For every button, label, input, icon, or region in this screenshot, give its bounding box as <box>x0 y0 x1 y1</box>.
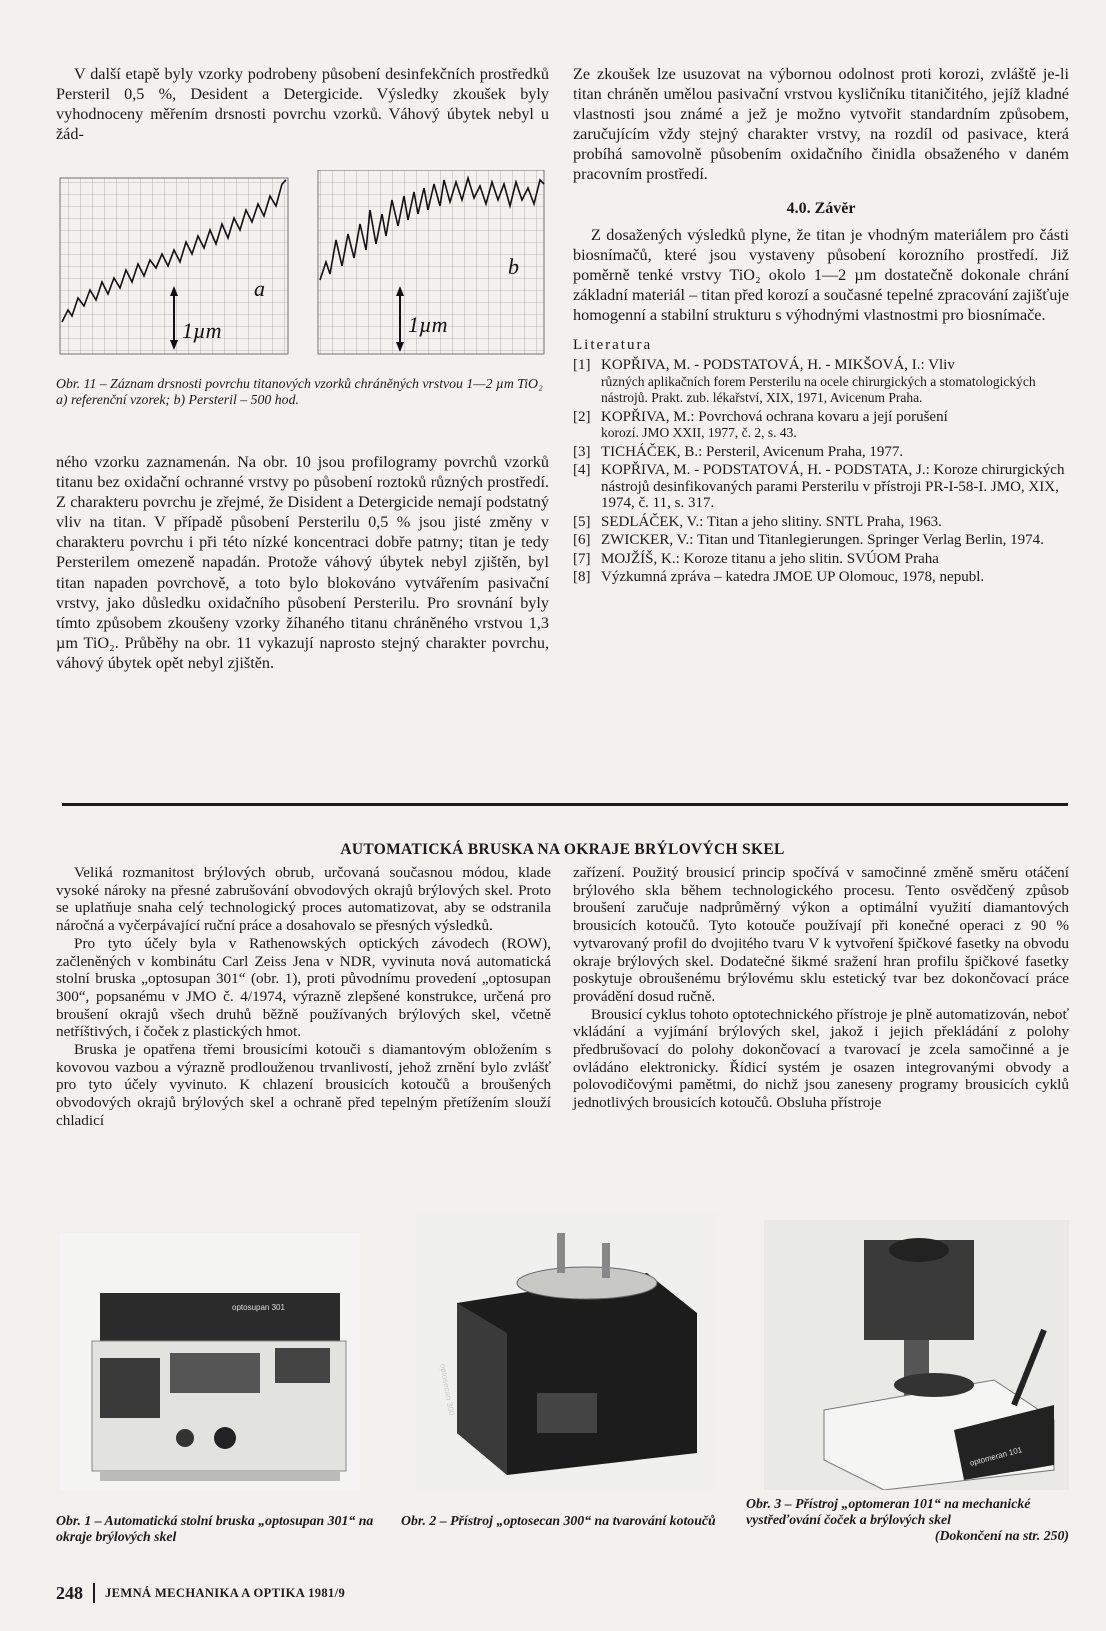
caption-line: a) referenční vzorek; b) Persteril – 500 hod. <box>56 392 299 407</box>
photo-2-caption: Obr. 2 – Přístroj „optosecan 300“ na tvarování kotoučů <box>401 1513 716 1528</box>
profilogram-b-label: b <box>508 254 519 279</box>
page-number: 248 <box>56 1582 83 1603</box>
reference-item: [6] ZWICKER, V.: Titan und Titanlegierungen. Springer Verlag Berlin, 1974. <box>573 532 1044 549</box>
photo-optosecan-300 <box>417 1213 717 1490</box>
reference-list <box>573 357 1069 586</box>
profilogram-a-scale: 1µm <box>182 318 222 343</box>
page-footer <box>56 1582 345 1604</box>
top-left-column-continued <box>56 452 549 673</box>
paragraph: Veliká rozmanitost brýlových obrub, určovaná současnou módou, klade vysoké nároky na přesné zabrušování obvodových okrajů brýlových skel. Proto se uplatňuje snaha celý technologický proces automatizovat, aby se odstranila náročná a vyčerpávající ruční práce a dosahovalo se přesných výsledků. <box>56 864 551 935</box>
paragraph: zařízení. Použitý brousicí princip spočívá v samočinné změně směru otáčení brýlového skla během technologického procesu. Tento osvědčený způsob broušení zaručuje nadprůměrný výkon a optimální využití diamantových brousicích kotoučů. Tyto kotouče používají při konečné operaci z 90 % vytvarovaný profil do dvojitého tvaru V k vytvoření špičkové fasetky na obvodu okraje brýlových skel. Dodatečné šikmé sražení hran profilu špičkové fasetky poskytuje obroušenému brýlovému sklu estetický tvar bez dokončovací práce provádění dosud ručně. <box>573 864 1069 1005</box>
paragraph: Z dosažených výsledků plyne, že titan je vhodným materiálem pro části biosnímačů, které jsou vystaveny působení korozního prostředí. Již poměrně tenké vrstvy TiO₂ okolo 1—2 µm dostatečně dokonale chrání základní materiál – titan před korozí a současné tepelné zpracování zajišťuje homogenní a stabilní strukturu s výhodnými vlastnostmi pro biosnímače. <box>573 225 1069 325</box>
device-label: optomeran 101 <box>968 1445 1024 1468</box>
footer-divider <box>93 1583 95 1603</box>
journal-name: JEMNÁ MECHANIKA A OPTIKA 1981/9 <box>105 1585 346 1600</box>
photo-optosupan-301 <box>60 1233 360 1490</box>
caption-text: Obr. 3 – Přístroj „optomeran 101“ na mechanické vystřeďování čoček a brýlových skel <box>746 1496 1031 1527</box>
figure-11 <box>56 170 549 370</box>
photo-optomeran-101 <box>764 1220 1069 1490</box>
continuation-note: (Dokončení na str. 250) <box>934 1528 1069 1543</box>
reference-item: [8] Výzkumná zpráva – katedra JMOE UP Olomouc, 1978, nepubl. <box>573 569 985 586</box>
paragraph: Bruska je opatřena třemi brousicími kotouči s diamantovým obložením s kovovou vazbou a výrazně prodlouženou trvanlivostí, jehož zrnění bylo zvlášť pro tyto účely vyvinuto. K chlazení brousicích kotoučů a broušených obvodových okrajů brýlových skel a ochraně před tepelným přetížením slouží chladicí <box>56 1041 551 1129</box>
references-heading: Literatura <box>573 337 653 354</box>
profilogram-b-scale: 1µm <box>408 312 448 337</box>
photo-1-caption: Obr. 1 – Automatická stolní bruska „optosupan 301“ na okraje brýlových skel <box>56 1513 374 1544</box>
top-left-column <box>56 64 549 144</box>
paragraph: Brousicí cyklus tohoto optotechnického přístroje je plně automatizován, neboť vkládání a vyjímání brýlových skel, jakož i jejich překládání z polohy předbrušovací do polohy dokončovací a tvarovací je zcela samočinné a je ovládáno elektronicky. Řídicí systém je osazen integrovanými obvody a polovodičovými pamětmi, do nichž jsou zaneseny programy brousicích cyklů jednotlivých brousicích kotoučů. Obsluha přístroje <box>573 1005 1069 1112</box>
article-right-column <box>573 864 1069 1112</box>
reference-item: [2] KOPŘIVA, M.: Povrchová ochrana kovaru a její porušení korozí. JMO XXII, 1977, č. 2, s. 43. <box>573 408 948 441</box>
reference-item: [3] TICHÁČEK, B.: Persteril, Avicenum Praha, 1977. <box>573 443 904 460</box>
reference-item: [4] KOPŘIVA, M. - PODSTATOVÁ, H. - PODSTATA, J.: Koroze chirurgických nástrojů desinfikovaných parami Persterilu v přístroji PR-I-58-I. JMO, XIX, 1974, č. 11, s. 317. <box>573 462 1065 512</box>
device-label: optosecan 300 <box>438 1363 457 1417</box>
article-left-column <box>56 864 551 1130</box>
figure-11-caption <box>56 376 549 408</box>
device-label: optosupan 301 <box>232 1303 285 1312</box>
profilogram-a-label: a <box>254 276 265 301</box>
paragraph: Pro tyto účely byla v Rathenowských optických závodech (ROW), začleněných v kombinátu Carl Zeiss Jena v NDR, vyvinuta nová automatická stolní bruska „optosupan 301“ (obr. 1), proti původnímu provedení „optosupan 300“, popsanému v JMO č. 4/1974, výrazně zlepšené konstrukce, určená pro broušení okrajů všech druhů běžně používaných brýlových skel, včetně netříštivých, i čoček z plastických hmot. <box>56 934 551 1041</box>
section-divider <box>62 803 1068 806</box>
top-right-column <box>573 64 1069 588</box>
paragraph: Ze zkoušek lze usuzovat na výbornou odolnost proti korozi, zvláště je-li titan chráněn umělou pasivační vrstvou kysličníku titaničitého, jejíž kladné vlastnosti jsou známé a jež je možno vytvořit standardním způsobem, zaručujícím vždy stejný charakter vrstvy, na rozdíl od pasivace, která probíhá samovolně působením oxidačního činidla obsaženého v daném pracovním prostředí. <box>573 65 1069 184</box>
paragraph: V další etapě byly vzorky podrobeny působení desinfekčních prostředků Persteril 0,5 %, Desident a Detergicide. Výsledky zkoušek byly vyhodnoceny měřením drsnosti povrchu vzorků. Váhový úbytek nebyl u žád- <box>56 65 549 144</box>
reference-item: [7] MOJŽÍŠ, K.: Koroze titanu a jeho slitin. SVÚOM Praha <box>573 550 939 567</box>
paragraph: ného vzorku zaznamenán. Na obr. 10 jsou profilogramy povrchů vzorků titanu bez oxidační ochranné vrstvy po působení roztoků různých prostředí. Z charakteru povrchu je zřejmé, že Disident a Detergicide nemají podstatný vliv na titan. V případě působení Persterilu 0,5 % jsou jisté změny v charakteru povrchu i při této nízké koncentraci dobře patrny; titan je tedy Persterilem omezeně napadán. Protože váhový úbytek nebyl zjištěn, byl titan napaden povrchově, a toto bylo blokováno vytvářením pasivační vrstvy, jako důsledku oxidačního působení Persterilu. Pro srovnání byly tímto způsobem zkoušeny vzorky žíhaného titanu chráněného vrstvou 1,3 µm TiO₂. Průběhy na obr. 11 vykazují naprosto stejný charakter povrchu, váhový úbytek opět nebyl zjištěn. <box>56 453 549 672</box>
reference-item: [1] KOPŘIVA, M. - PODSTATOVÁ, H. - MIKŠOVÁ, I.: Vliv různých aplikačních forem Persterilu na ocele chirurgických a stomatologických nástrojů. Prakt. zub. lékařství, XIX, 1971, Avicenum Praha. <box>573 357 1036 406</box>
section-heading: 4.0. Závěr <box>786 199 856 217</box>
profilogram-chart <box>56 170 549 370</box>
reference-item: [5] SEDLÁČEK, V.: Titan a jeho slitiny. SNTL Praha, 1963. <box>573 513 942 530</box>
caption-line: Obr. 11 – Záznam drsnosti povrchu titanových vzorků chráněných vrstvou 1—2 µm TiO₂ <box>56 376 543 391</box>
article-title: AUTOMATICKÁ BRUSKA NA OKRAJE BRÝLOVÝCH SKEL <box>340 841 785 858</box>
photo-3-caption <box>746 1496 1069 1544</box>
